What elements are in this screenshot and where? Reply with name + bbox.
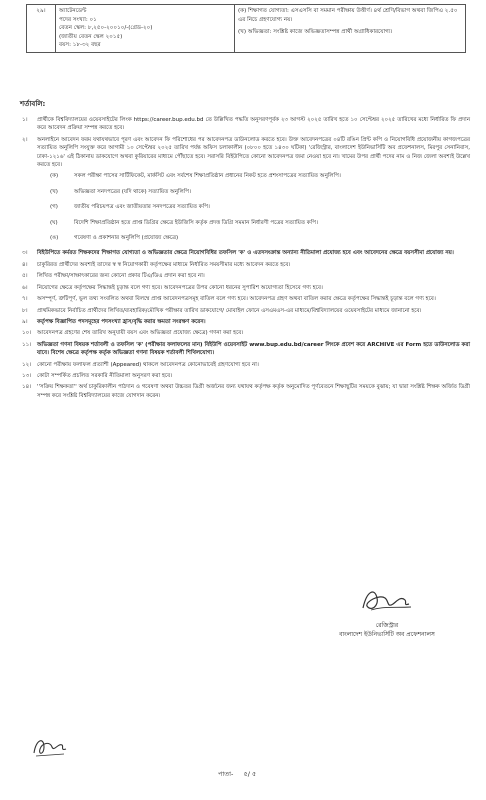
condition-item — [22, 318, 470, 326]
condition-number: ২। — [22, 136, 28, 143]
initial-signature — [30, 735, 70, 763]
document-item-text: জাতীয় পরিচয়পত্র এবং জাতীয়তার সনদপত্রের সত্যায়িত কপি। — [74, 204, 210, 211]
document-item-text: সকল পরীক্ষা পাসের সার্টিফিকেট, মার্কসিট এবং সর্বশেষ শিক্ষাপ্রতিষ্ঠান প্রধানের নিকট হতে প্রশংসাপত্রের সত্যায়িত অনুলিপি। — [74, 173, 341, 180]
condition-number: ১২। — [22, 361, 32, 368]
condition-text: লিখিত পরীক্ষা/সাক্ষাৎকারের জন্য কোনো প্রকার টিএ/ডিএ প্রদান করা হবে না। — [37, 273, 205, 280]
document-item-key: (ক) — [50, 173, 59, 180]
required-document-item — [50, 188, 470, 196]
condition-number: ৫। — [22, 273, 28, 280]
condition-item — [22, 136, 470, 170]
condition-text: নিয়োগের ক্ষেত্রে কর্তৃপক্ষের সিদ্ধান্তই চূড়ান্ত বলে গণ্য হবে। আবেদনপত্রের উপর কোনো ধরনের সুপারিশ অযোগ্যতা হিসেবে গণ্য হবে। — [37, 284, 323, 291]
required-document-item — [50, 203, 470, 211]
condition-item — [22, 272, 470, 280]
condition-number: ১০। — [22, 330, 32, 337]
condition-item — [22, 261, 470, 269]
condition-item — [22, 341, 470, 358]
page-number: ৫/ ৫ — [243, 770, 257, 778]
condition-item — [22, 383, 470, 400]
signature-image — [357, 584, 417, 618]
condition-item — [22, 116, 470, 133]
condition-text: অনলাইনে আবেদন ফরম যথাযথভাবে পূরণ এবং আবেদন ফি পরিশোধের পর আবেদনপত্র ডাউনলোড করতে হবে। উক্ত আবেদনপত্রের ০৪টি রঙিন প্রিন্ট কপি ও নিয়োগবিধি প্রয়োজনীয় কাগজপত্রের সত্যায়িত অনুলিপি সংযুক্ত করে আগামী ১০ সেপ্টেম্বর ২০২৫ তারিখ পর্যন্ত অফিস চলাকালীন (০৮০০ হতে ১৪৩০ ঘটিকা) 'রেজিস্ট্রার, বাংলাদেশ ইউনিভার্সিটি অব প্রফেশনালস, মিরপুর সেনানিবাস, ঢাকা-১২১৬' এই ঠিকানায় ডাকযোগে অথবা কুরিয়ারের মাধ্যমে পৌঁছাতে হবে। সরাসরি বিইউপিতে কোনো আবেদনপত্র জমা নেওয়া হবে না। খামের উপর প্রার্থী পদের নাম ও নিজ জেলা অবশ্যই উল্লেখ করতে হবে। — [37, 136, 470, 169]
condition-item — [22, 295, 470, 303]
condition-number: ১৩। — [22, 372, 32, 379]
condition-item — [22, 329, 470, 337]
condition-item — [22, 249, 470, 257]
document-item-text: অভিজ্ঞতা সনদপত্রের (যদি থাকে) সত্যায়িত অনুলিপি। — [74, 188, 191, 195]
document-item-key: (গ) — [50, 204, 58, 211]
pay-scale-note: (জাতীয় বেতন স্কেল ২০১৫) — [59, 33, 123, 40]
condition-number: ৪। — [22, 261, 28, 268]
condition-number: ১১। — [22, 341, 32, 348]
condition-text: প্রার্থীকে বিশ্ববিদ্যালয়ের ওয়েবসাইটের লিংক https://career.bup.edu.bd তে উল্লিখিত পদ্ধতি অনুসরণপূর্বক ২৩ আগস্ট ২০২৫ তারিখ হতে ১০ সেপ্টেম্বর ২০২৫ তারিখের মধ্যে নির্ধারিত ফি প্রদান করে আবেদন প্রক্রিয়া সম্পন্ন করতে হবে। — [37, 117, 470, 132]
post-count: পদের সংখ্যা: ০১ — [59, 16, 97, 23]
condition-text: চাকুরিরত প্রার্থীদের অবশ্যই তাদের স্ব স্ব নিয়োগকারী কর্তৃপক্ষের মাধ্যমে নির্ধারিত সময়সীমার মধ্যে আবেদন করতে হবে। — [37, 261, 291, 268]
condition-item — [22, 361, 470, 369]
conditions-list — [22, 116, 470, 403]
condition-number: ৩। — [22, 250, 28, 257]
condition-text: প্রাথমিকভাবে নির্বাচিত প্রার্থীদের লিখিত/ব্যবহারিক/মৌখিক পরীক্ষার তারিখ ডাকযোগে/ মোবাইল ফোনে এসএমএস-এর মাধ্যমে/বিশ্ববিদ্যালয়ের ওয়েবসাইটের মাধ্যমে জানানো হবে। — [37, 307, 422, 314]
required-document-item — [50, 219, 470, 227]
post-table — [26, 4, 466, 53]
page-footer — [218, 769, 264, 780]
condition-number: ৯। — [22, 318, 28, 325]
condition-text: অভিজ্ঞতা গণনা বিষয়ক শর্তাবলী ও তফসিল 'ক' (পরীক্ষার ফলাফলের মান) বিইউপি ওয়েবসাইট www.bup.edu.bd/career লিংকে প্রবেশ করে ARCHIVE এর Form হতে ডাউনলোড করা যাবে। বিশেষ ক্ষেত্রে কর্তৃপক্ষ কর্তৃক অভিজ্ঞতা গণনা বিষয়ক শর্তাবলী শিথিলযোগ্য। — [37, 341, 470, 357]
condition-text: কোনো পরীক্ষায় ফলাফল প্রত্যাশী (Appeared) থাকলে আবেদনপত্র কোনোভাবেই গ্রহণযোগ্য হবে না। — [37, 361, 259, 368]
signatory-title: রেজিস্ট্রার — [375, 622, 399, 629]
condition-item — [22, 307, 470, 315]
document-item-key: (খ) — [50, 188, 58, 195]
required-document-item — [50, 234, 470, 242]
condition-text: অসম্পূর্ণ, ত্রুটিপূর্ণ, ভুল তথ্য সংবলিত অথবা বিলম্বে প্রাপ্ত আবেদনপত্রসমূহ বাতিল বলে গণ্য হবে। আবেদনপত্র গ্রহণ অথবা বাতিল করার ক্ষেত্রে কর্তৃপক্ষের সিদ্ধান্তই চূড়ান্ত বলে গণ্য হবে। — [37, 296, 436, 303]
document-item-text: গবেষণা ও প্রকাশনার অনুলিপি (প্রযোজ্য ক্ষেত্রে) — [74, 235, 179, 242]
table-row — [27, 5, 466, 53]
condition-item — [22, 372, 470, 380]
document-item-text: বিদেশি শিক্ষাপ্রতিষ্ঠান হতে প্রাপ্ত ডিগ্রির ক্ষেত্রে ইউজিসি কর্তৃক প্রদত্ত ডিগ্রি সমমান নির্ধারণী পত্রের সত্যায়িত কপি। — [74, 219, 318, 226]
condition-text: বিইউপিতে কর্মরত শিক্ষকদের শিক্ষাগত যোগ্যতা ও অভিজ্ঞতার ক্ষেত্রে নিয়োগবিধির তফসিল 'ক' ও এতদসংক্রান্ত অন্যান্য নীতিমালা প্রযোজ্য হবে এবং আবেদনের ক্ষেত্রে বয়সসীমা প্রযোজ্য নয়। — [37, 250, 454, 257]
required-document-item — [50, 172, 470, 180]
signatory-org: বাংলাদেশ ইউনিভার্সিটি অব প্রফেশনালস — [339, 631, 435, 638]
condition-number: ১৪। — [22, 384, 32, 391]
condition-number: ১। — [22, 117, 28, 123]
post-serial: ২৯। — [27, 5, 56, 53]
requirements-cell — [235, 5, 466, 53]
condition-text: কর্তৃপক্ষ বিজ্ঞাপিত পদসমূহের পদসংখ্যা হ্রাস/বৃদ্ধি করার ক্ষমতা সংরক্ষণ করেন। — [37, 318, 206, 325]
condition-number: ৬। — [22, 284, 28, 291]
condition-item — [22, 284, 470, 292]
age-limit: বয়স: ১৮-৩২ বছর — [59, 42, 101, 49]
education-requirement: (ক) শিক্ষাগত যোগ্যতা: এসএসসি বা সমমান পরীক্ষায় উত্তীর্ণ। ৪র্থ শ্রেণি/বিভাগ অথবা জিপিএ ২.৫০ এর নিচে গ্রহণযোগ্য নয়। — [238, 8, 458, 23]
condition-number: ৭। — [22, 296, 28, 303]
condition-text: ''সক্রিয় শিক্ষকতা'' অর্থ চাকুরিকালীন পাঠদান ও গবেষণা অথবা উচ্চতর ডিগ্রী অর্জনের জন্য যথাযথ কর্তৃপক্ষ কর্তৃক অনুমোদিত পূর্ণবেতনে শিক্ষাছুটির সময়কে বুঝায়; যা দ্বারা সংশ্লিষ্ট শিক্ষক অর্জিত ডিগ্রী সম্পন্ন করে সংশ্লিষ্ট বিশ্ববিদ্যালয়ের কাজে যোগদান করেন। — [37, 384, 470, 399]
condition-number: ৮। — [22, 307, 28, 314]
document-item-key: (ঘ) — [50, 219, 58, 226]
conditions-title: শর্তাবলি: — [20, 100, 46, 108]
signature-block — [332, 584, 442, 639]
post-info-cell — [56, 5, 235, 53]
required-documents-list — [50, 172, 470, 242]
page-label: পাতা- — [218, 770, 234, 778]
condition-text: কোটা সম্পর্কিত প্রচলিত সরকারি নীতিমালা অনুসরণ করা হবে। — [37, 372, 173, 379]
experience-requirement: (খ) অভিজ্ঞতা: সংশ্লিষ্ট কাজে অভিজ্ঞতাসম্পন্ন প্রার্থী অগ্রাধিকারযোগ্য। — [238, 29, 393, 36]
initial-signature-image — [30, 735, 70, 759]
pay-scale: বেতন স্কেল: ৮,২৫০-২০০১০/-(গ্রেড-২০) — [59, 25, 153, 32]
document-item-key: (ঙ) — [50, 235, 59, 242]
post-title: অ্যাটেনডেন্ট — [59, 8, 87, 14]
condition-text: আবেদনপত্র গ্রহণের শেষ তারিখ অনুযায়ী বয়স এবং অভিজ্ঞতা প্রযোজ্য ক্ষেত্রে) গণনা করা হবে। — [37, 330, 244, 337]
